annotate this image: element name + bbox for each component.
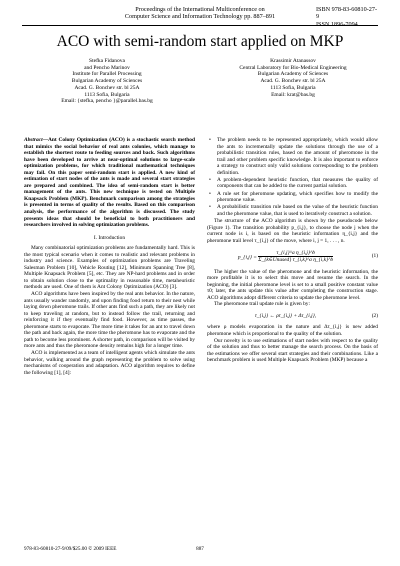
header-isbn: ISBN 978-83-60810-27-9: [316, 6, 378, 21]
requirements-list: [207, 137, 378, 217]
author-line: Institute for Parallel Processing: [72, 71, 142, 78]
equation-lhs: p_{i,j} =: [237, 253, 257, 260]
equation-1: [207, 250, 378, 264]
equation-body: τ_{i,j} ← ρτ_{i,j} + Δτ_{i,j},: [254, 312, 317, 319]
header-identifiers: [316, 6, 378, 28]
author-email: Email: krat@bas.bg: [271, 91, 315, 98]
author-block: [22, 58, 378, 126]
section-heading-introduction: I. Introduction: [93, 234, 126, 241]
abstract: [24, 137, 195, 229]
body-paragraph: Our novelty is to use estimations of start nodes with respect to the quality of the solution and thus to better manage the search process. On the basis of the estimations we offer several start strategies and their combinations. Like a benchmark problem is used Multiple Knapsack Problem (MKP) because a: [207, 337, 378, 364]
header-line-2: Computer Science and Information Technology pp. 887–891: [124, 13, 276, 21]
author-line: Krassimir Atanassov: [270, 58, 316, 64]
body-paragraph: ACO is implemented as a team of intelligent agents which simulate the ants behavior, walking around the graph representing the problem to solve using mechanisms of cooperation and adaptation. ACO algorithm requires to define the following [1], [4]:: [24, 349, 195, 376]
author-line: Central Laboratory for Bio-Medical Engineering: [239, 64, 347, 71]
author-line: Acad. G. Bonchev str. bl 25A: [260, 78, 326, 85]
body-paragraph: The pheromone trail update rule is given by:: [214, 301, 310, 308]
body-paragraph: ACO algorithms have been inspired by the real ants behavior. In the nature, ants usually wander randomly, and upon finding food return to their nest while laying down pheromone trails. If other ants find such a path, they are likely not to keep traveling at random, but to instead follow the trail, returning and reinforcing it if they eventually find food. However, as time passes, the pheromone starts to evaporate. The more time it takes for an ant to travel down the path and back again, the more time the pheromone has to evaporate and the path to become less prominent. A shorter path, in comparison will be visited by more ants and thus the pheromone density remains high for a longer time.: [24, 291, 195, 350]
equation-2: [207, 313, 378, 320]
equation-body: [207, 250, 364, 264]
running-header: [22, 5, 378, 26]
list-item: • A probabilistic transition rule based on the value of the heuristic function and the pheromone value, that is used to iteratively construct a solution.: [217, 204, 378, 217]
author-line: 1113 Sofia, Bulgaria: [84, 91, 130, 98]
right-column: [207, 137, 378, 364]
author-line: Acad. G. Bonchev str. bl 25A: [74, 84, 140, 91]
abstract-lead: Abstract: [24, 137, 43, 143]
body-paragraph: where ρ models evaporation in the nature and Δτ_{i,j} is new added pheromone which is proportional to the quality of the solution.: [207, 324, 378, 337]
list-item: • The problem needs to be represented appropriately, which would allow the ants to incrementally update the solutions through the use of a probabilistic transition rules, based on the amount of pheromone in the trail and other problem specific knowledge. It is also important to enforce a strategy to construct only valid solutions corresponding to the problem definition.: [217, 137, 378, 176]
page-number: 887: [196, 546, 204, 552]
author-line: 1113 Sofia, Bulgaria: [270, 84, 316, 91]
left-column: [24, 137, 195, 376]
list-item: • A rule set for pheromone updating, which specifies how to modify the pheromone value.: [217, 191, 378, 204]
footer-copyright: 978-83-60810-27-9/09/$25.00 © 2009 IEEE: [24, 546, 117, 552]
abstract-text: —Ant Colony Optimization (ACO) is a stochastic search method that mimics the social behavior of real ants colonies, which manage to establish the shortest route to feeding sources and back. Such algorithms have been developed to arrive at near-optimal solutions to large-scale optimization problems, for which traditional mathematical techniques may fail. On this paper semi-random start is applied. A new kind of estimation of start nodes of the ants is made and several start strategies are prepared and combined. The idea of semi-random start is better management of the ants. This new technique is tested on Multiple Knapsack Problem (MKP). Benchmark comparison among the strategies is presented in terms of quality of the results. Based on this comparison analysis, the performance of the algorithm is discussed. The study presents ideas that should be beneficial to both practitioners and researchers involved in solving optimization problems.: [24, 137, 195, 229]
body-paragraph: The structure of the ACO algorithm is shown by the pseudocode below (Figure 1). The transition probability p_{i,j}, to choose the node j when the current node is i, is based on the heuristic information η_{i,j} and the pheromone trail level τ_{i,j} of the move, where i, j = 1, . . . , n.: [207, 218, 378, 244]
author-email: Email: {stefka, pencho }@parallel.bas.bg: [61, 98, 153, 105]
author-right: [208, 58, 378, 98]
author-left: [22, 58, 192, 105]
body-paragraph: Many combinatorial optimization problems are fundamentally hard. This is the most typical scenario when it comes to realistic and relevant problems in industry and science. Examples of optimization problems are Traveling Salesman Problem [10], Vehicle Routing [12], Minimum Spanning Tree [8], Multiple Knapsack Problem [5], etc. They are NP-hard problems and in order to obtain solution close to the optimality in reasonable time, metaheuristic methods are used. One of them is Ant Colony Optimization (ACO) [3].: [24, 245, 195, 291]
author-line: Bulgarian Academy of Sciences: [71, 78, 143, 85]
equation-number: (2): [371, 312, 378, 319]
equation-numerator: τ_{i,j}^a η_{i,j}^b: [258, 250, 333, 258]
author-line: Bulgarian Academy of Sciences: [257, 71, 329, 78]
paper-title: ACO with semi-random start applied on MKP: [56, 33, 344, 50]
header-issn: ISSN 1896-7094: [316, 20, 358, 28]
author-line: Stefka Fidanova: [89, 58, 125, 64]
body-paragraph: The higher the value of the pheromone and the heuristic information, the more profitable it is to select this move and resume the search. In the beginning, the initial pheromone level is set to a small positive constant value τ0; later, the ants update this value after completing the construction stage. ACO algorithms adopt different criteria to update the pheromone level.: [207, 268, 378, 301]
equation-fraction: [258, 250, 333, 264]
header-line-1: Proceedings of the International Multiconference on: [135, 6, 265, 13]
equation-denominator: Σ_{k∈Unused} τ_{i,k}^a η_{i,k}^b: [258, 257, 334, 264]
author-line: and Pencho Marinov: [84, 64, 130, 71]
list-item: • A problem-dependent heuristic function, that measures the quality of components that can be added to the current partial solution.: [217, 177, 378, 190]
equation-number: (1): [371, 253, 378, 260]
